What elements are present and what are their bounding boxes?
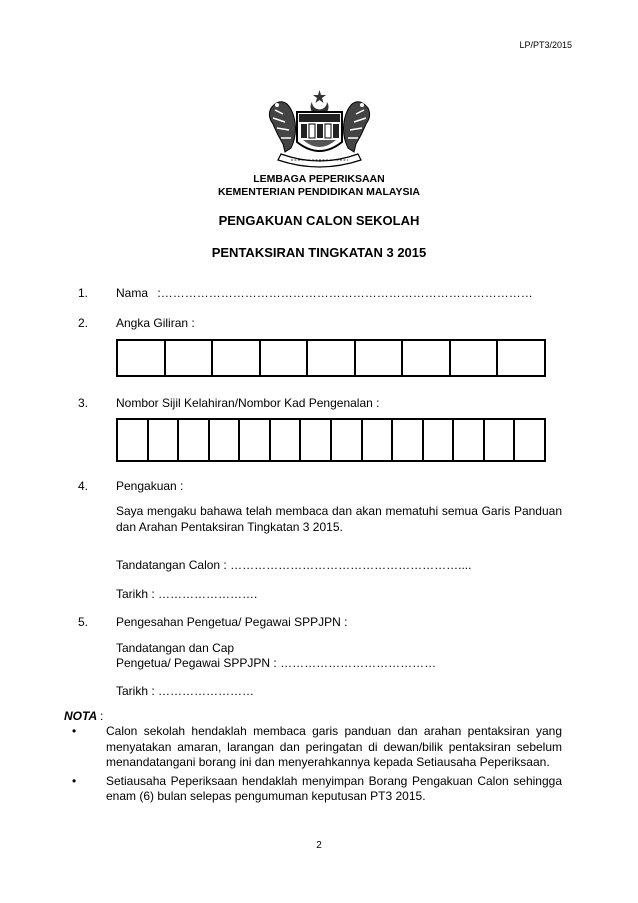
pengesahan-label: Pengesahan Pengetua/ Pegawai SPPJPN : [116, 615, 348, 629]
nota-label: NOTA [64, 709, 97, 723]
item-number-4: 4. [78, 479, 89, 493]
pengetua-sign-label: Pengetua/ Pegawai SPPJPN : [116, 656, 277, 670]
pengakuan-statement: Saya mengaku bahawa telah membaca dan akan mematuhi semua Garis Panduan dan Arahan Pentaksiran Tingkatan 3 2015. [116, 504, 562, 534]
angka-box[interactable] [307, 340, 355, 376]
nombor-box[interactable] [178, 419, 209, 461]
nota-heading [64, 709, 103, 723]
angka-box[interactable] [402, 340, 450, 376]
list-item [72, 774, 562, 805]
tarikh-calon-dots: ……………………. [158, 587, 258, 601]
nota-list [72, 724, 562, 805]
tarikh-pengetua-label: Tarikh : [116, 684, 155, 698]
nombor-box[interactable] [423, 419, 454, 461]
nombor-box[interactable] [484, 419, 515, 461]
tarikh-calon-field[interactable] [116, 587, 257, 601]
pengakuan-label: Pengakuan : [116, 479, 184, 493]
document-reference: LP/PT3/2015 [519, 40, 572, 50]
item-number-1: 1. [78, 286, 89, 300]
nama-dots: ………………………………………………………………………………… [160, 286, 533, 300]
nombor-box[interactable] [239, 419, 270, 461]
nama-field[interactable] [116, 286, 533, 300]
tandatangan-calon-dots: ………………………………………………….... [230, 558, 472, 572]
angka-giliran-boxes[interactable] [116, 339, 546, 377]
nota-bullet-2: Setiausaha Peperiksaan hendaklah menyimpan Borang Pengakuan Calon sehingga enam (6) bulan selepas pengumuman keputusan PT3 2015. [106, 773, 562, 803]
tarikh-calon-label: Tarikh : [116, 587, 155, 601]
coat-of-arms-emblem [257, 88, 382, 170]
tandatangan-calon-field[interactable] [116, 558, 471, 572]
nota-colon: : [100, 709, 104, 723]
tandatangan-calon-label: Tandatangan Calon : [116, 558, 227, 572]
nombor-kad-boxes[interactable] [116, 418, 546, 462]
item-number-5: 5. [78, 615, 89, 629]
angka-box[interactable] [117, 340, 165, 376]
tandatangan-cap-label: Tandatangan dan Cap [116, 641, 235, 655]
angka-box[interactable] [450, 340, 498, 376]
angka-box[interactable] [260, 340, 308, 376]
item-number-2: 2. [78, 316, 89, 330]
organization-line-1: LEMBAGA PEPERIKSAAN [253, 173, 385, 185]
nombor-box[interactable] [362, 419, 393, 461]
nota-bullet-1: Calon sekolah hendaklah membaca garis panduan dan arahan pentaksiran yang menyatakan amaran, larangan dan peringatan di dewan/bilik pentaksiran sebelum menandatangani borang ini dan menyerahkannya kepada Setiausaha Peperiksaan. [106, 724, 562, 769]
angka-box[interactable] [355, 340, 403, 376]
page-number: 2 [316, 840, 322, 851]
pengetua-sign-field[interactable] [116, 656, 436, 670]
tarikh-pengetua-field[interactable] [116, 684, 254, 698]
nombor-box[interactable] [117, 419, 148, 461]
star-icon [313, 90, 326, 103]
list-item [72, 724, 562, 771]
nombor-box[interactable] [514, 419, 545, 461]
nombor-box[interactable] [392, 419, 423, 461]
bullet-icon: • [72, 724, 77, 738]
nombor-box[interactable] [270, 419, 301, 461]
organization-line-2: KEMENTERIAN PENDIDIKAN MALAYSIA [217, 186, 421, 198]
nombor-box[interactable] [148, 419, 179, 461]
tarikh-pengetua-dots: …………………… [158, 684, 255, 698]
pengetua-sign-dots: ………………………………… [280, 656, 437, 670]
angka-giliran-label: Angka Giliran : [116, 316, 195, 330]
nombor-box[interactable] [453, 419, 484, 461]
nombor-box[interactable] [300, 419, 331, 461]
form-subtitle: PENTAKSIRAN TINGKATAN 3 2015 [211, 245, 427, 260]
nama-label: Nama [116, 286, 149, 300]
angka-box[interactable] [212, 340, 260, 376]
angka-box[interactable] [497, 340, 545, 376]
nombor-label: Nombor Sijil Kelahiran/Nombor Kad Pengenalan : [116, 396, 380, 410]
item-number-3: 3. [78, 396, 89, 410]
nombor-box[interactable] [209, 419, 240, 461]
nama-colon: : [157, 286, 161, 300]
angka-box[interactable] [165, 340, 213, 376]
nombor-box[interactable] [331, 419, 362, 461]
form-title: PENGAKUAN CALON SEKOLAH [218, 213, 420, 228]
bullet-icon: • [72, 773, 77, 788]
